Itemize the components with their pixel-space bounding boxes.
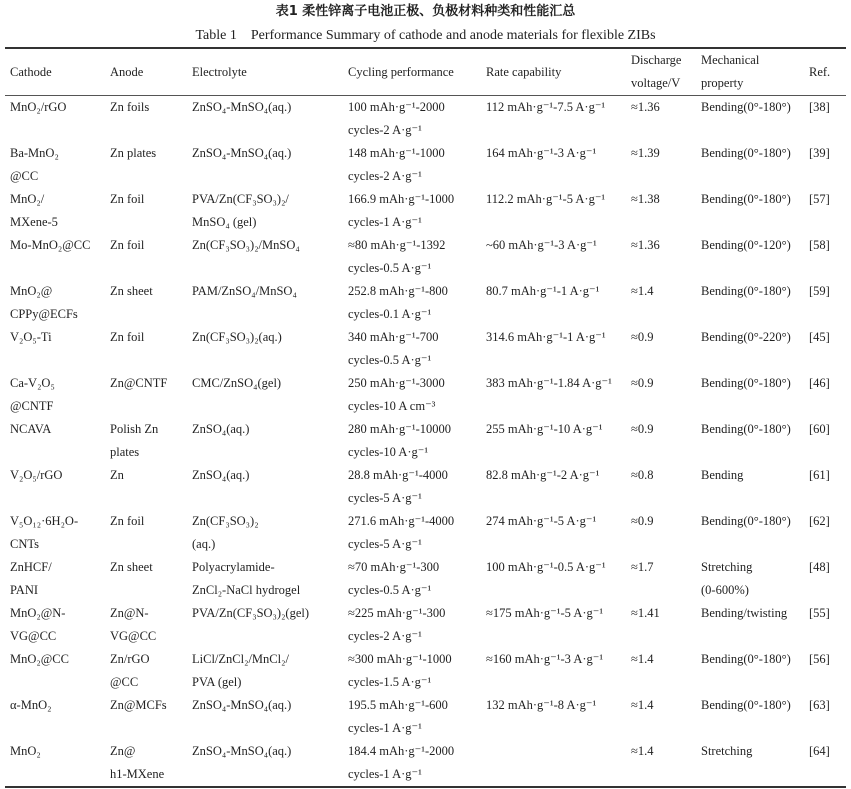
cell-ref: [48] [809, 560, 830, 574]
cell-anode: Zn@ h1-MXene [110, 744, 165, 781]
table-title: Performance Summary of cathode and anode materials for flexible ZIBs [250, 28, 656, 43]
cell-anode: Zn [110, 468, 124, 482]
table-row [5, 326, 846, 372]
cell-rate-capability: 100 mAh·g⁻¹-0.5 A·g⁻¹ [486, 560, 606, 574]
cell-rate-capability: 82.8 mAh·g⁻¹-2 A·g⁻¹ [486, 468, 600, 482]
cell-anode: Zn foils [110, 100, 150, 114]
cell-mechanical-property: Bending(0°-180°) [701, 146, 791, 160]
cell-cathode: MnO₂@N- VG@CC [10, 606, 66, 643]
cell-discharge-voltage: ≈1.4 [631, 744, 654, 758]
cell-mechanical-property: Bending/twisting [701, 606, 788, 620]
table-caption-english [0, 26, 851, 46]
cell-electrolyte: ZnSO₄-MnSO₄(aq.) [192, 100, 292, 114]
cell-rate-capability: ≈160 mAh·g⁻¹-3 A·g⁻¹ [486, 652, 604, 666]
cell-discharge-voltage: ≈1.38 [631, 192, 660, 206]
table-number: Table 1 [195, 28, 237, 43]
cell-cathode: α-MnO₂ [10, 698, 52, 712]
cell-cycling-performance: 166.9 mAh·g⁻¹-1000 cycles-1 A·g⁻¹ [348, 192, 455, 229]
cell-electrolyte: PVA/Zn(CF₃SO₃)₂(gel) [192, 606, 310, 620]
cell-mechanical-property: Bending(0°-180°) [701, 422, 791, 436]
cell-cycling-performance: 250 mAh·g⁻¹-3000 cycles-10 A cm⁻³ [348, 376, 445, 413]
cell-rate-capability: 132 mAh·g⁻¹-8 A·g⁻¹ [486, 698, 597, 712]
table-row [5, 142, 846, 188]
cell-discharge-voltage: ≈1.4 [631, 652, 654, 666]
table-row [5, 510, 846, 556]
cell-cathode: V₂O₅/rGO [10, 468, 63, 482]
cell-electrolyte: Zn(CF₃SO₃)₂(aq.) [192, 330, 282, 344]
cell-anode: Zn foil [110, 514, 145, 528]
cell-anode: Zn@MCFs [110, 698, 167, 712]
cell-cycling-performance: 148 mAh·g⁻¹-1000 cycles-2 A·g⁻¹ [348, 146, 445, 183]
cell-cathode: NCAVA [10, 422, 52, 436]
table-caption-chinese: 表1 柔性锌离子电池正极、负极材料种类和性能汇总 [275, 4, 576, 19]
cell-cycling-performance: 100 mAh·g⁻¹-2000 cycles-2 A·g⁻¹ [348, 100, 445, 137]
cell-electrolyte: ZnSO₄(aq.) [192, 422, 250, 436]
cell-anode: Zn@CNTF [110, 376, 168, 390]
cell-discharge-voltage: ≈0.9 [631, 514, 654, 528]
cell-discharge-voltage: ≈1.36 [631, 100, 660, 114]
column-header-anode: Anode [110, 64, 144, 79]
cell-discharge-voltage: ≈0.9 [631, 422, 654, 436]
table-row [5, 418, 846, 464]
cell-rate-capability: ~60 mAh·g⁻¹-3 A·g⁻¹ [486, 238, 597, 252]
cell-ref: [57] [809, 192, 830, 206]
cell-mechanical-property: Stretching (0-600%) [701, 560, 753, 597]
table-row [5, 464, 846, 510]
cell-ref: [55] [809, 606, 830, 620]
column-header-mechanical-property: Mechanical property [701, 53, 760, 90]
cell-cycling-performance: ≈70 mAh·g⁻¹-300 cycles-0.5 A·g⁻¹ [348, 560, 440, 597]
cell-rate-capability: 112 mAh·g⁻¹-7.5 A·g⁻¹ [486, 100, 606, 114]
column-header-cycling-performance: Cycling performance [348, 64, 454, 79]
table-row [5, 602, 846, 648]
column-header-ref: Ref. [809, 64, 831, 79]
table-row [5, 740, 846, 787]
cell-discharge-voltage: ≈0.9 [631, 330, 654, 344]
cell-cathode: V₂O₅-Ti [10, 330, 52, 344]
cell-rate-capability: 274 mAh·g⁻¹-5 A·g⁻¹ [486, 514, 597, 528]
cell-cycling-performance: ≈80 mAh·g⁻¹-1392 cycles-0.5 A·g⁻¹ [348, 238, 446, 275]
cell-cycling-performance: 340 mAh·g⁻¹-700 cycles-0.5 A·g⁻¹ [348, 330, 439, 367]
cell-discharge-voltage: ≈1.7 [631, 560, 654, 574]
cell-anode: Zn sheet [110, 284, 153, 298]
table-row [5, 234, 846, 280]
cell-cycling-performance: ≈225 mAh·g⁻¹-300 cycles-2 A·g⁻¹ [348, 606, 446, 643]
cell-mechanical-property: Bending(0°-180°) [701, 698, 791, 712]
cell-cathode: V₅O₁₂·6H₂O- CNTs [10, 514, 79, 551]
cell-cycling-performance: ≈300 mAh·g⁻¹-1000 cycles-1.5 A·g⁻¹ [348, 652, 452, 689]
table-row [5, 96, 846, 143]
cell-mechanical-property: Bending [701, 468, 744, 482]
cell-discharge-voltage: ≈0.8 [631, 468, 654, 482]
performance-table [5, 47, 846, 788]
table-row [5, 372, 846, 418]
cell-ref: [56] [809, 652, 830, 666]
cell-cycling-performance: 195.5 mAh·g⁻¹-600 cycles-1 A·g⁻¹ [348, 698, 448, 735]
cell-rate-capability [481, 740, 626, 787]
cell-cathode: Ba-MnO₂ @CC [10, 146, 59, 183]
cell-cathode: MnO₂ [10, 744, 41, 758]
cell-cathode: MnO₂/ MXene-5 [10, 192, 58, 229]
column-header-rate-capability: Rate capability [486, 64, 562, 79]
table-row [5, 648, 846, 694]
cell-anode: Zn/rGO @CC [110, 652, 150, 689]
cell-anode: Zn@N- VG@CC [110, 606, 157, 643]
cell-discharge-voltage: ≈1.39 [631, 146, 660, 160]
cell-electrolyte: CMC/ZnSO₄(gel) [192, 376, 282, 390]
cell-ref: [62] [809, 514, 830, 528]
cell-discharge-voltage: ≈1.36 [631, 238, 660, 252]
cell-discharge-voltage: ≈1.4 [631, 698, 654, 712]
cell-ref: [45] [809, 330, 830, 344]
cell-cycling-performance: 271.6 mAh·g⁻¹-4000 cycles-5 A·g⁻¹ [348, 514, 455, 551]
cell-cathode: MnO₂/rGO [10, 100, 67, 114]
cell-ref: [39] [809, 146, 830, 160]
cell-rate-capability: 80.7 mAh·g⁻¹-1 A·g⁻¹ [486, 284, 600, 298]
cell-rate-capability: 164 mAh·g⁻¹-3 A·g⁻¹ [486, 146, 597, 160]
cell-discharge-voltage: ≈0.9 [631, 376, 654, 390]
cell-ref: [59] [809, 284, 830, 298]
cell-mechanical-property: Bending(0°-180°) [701, 192, 791, 206]
cell-cycling-performance: 184.4 mAh·g⁻¹-2000 cycles-1 A·g⁻¹ [348, 744, 455, 781]
cell-electrolyte: Polyacrylamide- ZnCl₂-NaCl hydrogel [192, 560, 301, 597]
cell-cathode: ZnHCF/ PANI [10, 560, 52, 597]
cell-mechanical-property: Stretching [701, 744, 753, 758]
cell-ref: [46] [809, 376, 830, 390]
cell-anode: Zn foil [110, 238, 145, 252]
cell-mechanical-property: Bending(0°-180°) [701, 100, 791, 114]
header-row [5, 48, 846, 96]
column-header-cathode: Cathode [10, 64, 52, 79]
column-header-discharge-voltage: Discharge voltage/V [631, 53, 682, 90]
cell-anode: Polish Zn plates [110, 422, 159, 459]
cell-ref: [64] [809, 744, 830, 758]
cell-mechanical-property: Bending(0°-220°) [701, 330, 791, 344]
cell-electrolyte: PVA/Zn(CF₃SO₃)₂/ MnSO₄ (gel) [192, 192, 289, 229]
cell-cycling-performance: 28.8 mAh·g⁻¹-4000 cycles-5 A·g⁻¹ [348, 468, 448, 505]
cell-electrolyte: ZnSO₄-MnSO₄(aq.) [192, 744, 292, 758]
cell-electrolyte: ZnSO₄(aq.) [192, 468, 250, 482]
cell-mechanical-property: Bending(0°-120°) [701, 238, 791, 252]
cell-discharge-voltage: ≈1.41 [631, 606, 660, 620]
cell-electrolyte: Zn(CF₃SO₃)₂/MnSO₄ [192, 238, 300, 252]
cell-rate-capability: 255 mAh·g⁻¹-10 A·g⁻¹ [486, 422, 603, 436]
table-row [5, 556, 846, 602]
cell-electrolyte: ZnSO₄-MnSO₄(aq.) [192, 146, 292, 160]
cell-anode: Zn foil [110, 192, 145, 206]
cell-anode: Zn foil [110, 330, 145, 344]
cell-mechanical-property: Bending(0°-180°) [701, 514, 791, 528]
cell-cycling-performance: 280 mAh·g⁻¹-10000 cycles-10 A·g⁻¹ [348, 422, 452, 459]
cell-discharge-voltage: ≈1.4 [631, 284, 654, 298]
table-row [5, 188, 846, 234]
cell-anode: Zn plates [110, 146, 157, 160]
cell-mechanical-property: Bending(0°-180°) [701, 284, 791, 298]
cell-ref: [61] [809, 468, 830, 482]
cell-cathode: Mo-MnO₂@CC [10, 238, 91, 252]
cell-electrolyte: LiCl/ZnCl₂/MnCl₂/ PVA (gel) [192, 652, 289, 689]
cell-mechanical-property: Bending(0°-180°) [701, 376, 791, 390]
cell-cathode: MnO₂@ CPPy@ECFs [10, 284, 78, 321]
cell-electrolyte: PAM/ZnSO₄/MnSO₄ [192, 284, 297, 298]
column-header-electrolyte: Electrolyte [192, 64, 247, 79]
cell-cathode: MnO₂@CC [10, 652, 69, 666]
cell-rate-capability: 383 mAh·g⁻¹-1.84 A·g⁻¹ [486, 376, 612, 390]
cell-rate-capability: 314.6 mAh·g⁻¹-1 A·g⁻¹ [486, 330, 606, 344]
table-row [5, 280, 846, 326]
cell-cathode: Ca-V₂O₅ @CNTF [10, 376, 55, 413]
cell-ref: [38] [809, 100, 830, 114]
cell-ref: [60] [809, 422, 830, 436]
cell-electrolyte: ZnSO₄-MnSO₄(aq.) [192, 698, 292, 712]
cell-ref: [58] [809, 238, 830, 252]
cell-ref: [63] [809, 698, 830, 712]
cell-rate-capability: 112.2 mAh·g⁻¹-5 A·g⁻¹ [486, 192, 606, 206]
cell-mechanical-property: Bending(0°-180°) [701, 652, 791, 666]
cell-electrolyte: Zn(CF₃SO₃)₂ (aq.) [192, 514, 259, 551]
cell-cycling-performance: 252.8 mAh·g⁻¹-800 cycles-0.1 A·g⁻¹ [348, 284, 448, 321]
table-row [5, 694, 846, 740]
cell-rate-capability: ≈175 mAh·g⁻¹-5 A·g⁻¹ [486, 606, 604, 620]
cell-anode: Zn sheet [110, 560, 153, 574]
